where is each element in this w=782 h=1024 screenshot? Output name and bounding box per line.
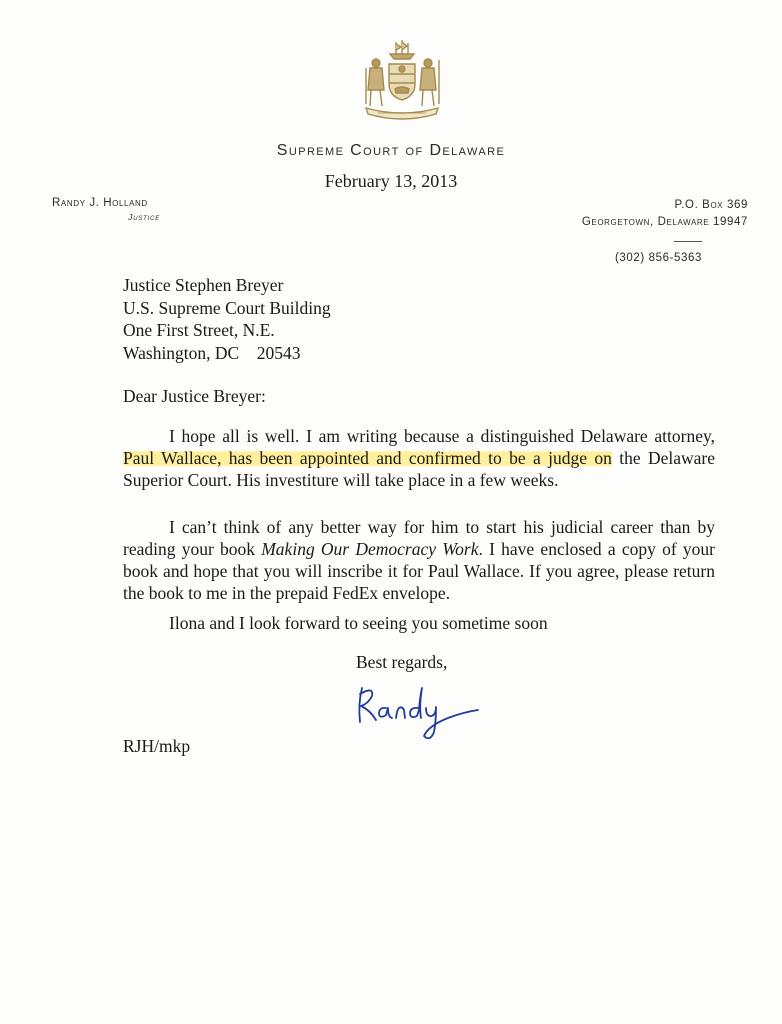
typist-initials: RJH/mkp bbox=[123, 736, 191, 756]
paragraph-1-start: I hope all is well. I am writing because a distinguished Delaware attorney, bbox=[169, 426, 715, 446]
delaware-state-seal-icon bbox=[356, 38, 448, 122]
recipient-street: One First Street, N.E. bbox=[123, 320, 275, 340]
paragraph-3-text: Ilona and I look forward to seeing you sometime soon bbox=[169, 613, 548, 633]
divider bbox=[674, 241, 702, 242]
letter-date: February 13, 2013 bbox=[324, 171, 458, 191]
city-state-zip: Georgetown, Delaware 19947 bbox=[581, 216, 748, 228]
paragraph-3 bbox=[123, 612, 715, 634]
sender-block bbox=[52, 197, 212, 222]
paragraph-1 bbox=[123, 425, 715, 491]
highlighted-text: Paul Wallace, has been appointed and confirmed to be a judge on bbox=[123, 448, 612, 468]
court-name: Supreme Court of Delaware bbox=[276, 142, 506, 159]
paragraph-2-end: . I have enclosed a copy of your book and hope that you will inscribe it for Paul Wallace. If you agree, please return the book to me in the prepaid FedEx envelope. bbox=[123, 539, 715, 603]
recipient-name: Justice Stephen Breyer bbox=[123, 275, 284, 295]
paragraph-2-start: I can’t think of any better way for him to start his judicial career than by reading your book bbox=[123, 517, 715, 559]
recipient-city: Washington, DC 20543 bbox=[123, 342, 301, 363]
paragraph-1-end: the Delaware Superior Court. His investiture will take place in a few weeks. bbox=[123, 448, 715, 490]
phone-number: (302) 856-5363 bbox=[614, 252, 702, 264]
recipient-building: U.S. Supreme Court Building bbox=[123, 297, 331, 318]
book-title: Making Our Democracy Work bbox=[261, 539, 479, 559]
handwritten-signature bbox=[352, 680, 484, 742]
po-box: P.O. Box 369 bbox=[674, 199, 748, 211]
justice-title: Justice bbox=[128, 212, 160, 222]
salutation: Dear Justice Breyer: bbox=[123, 386, 266, 406]
recipient-address bbox=[123, 274, 715, 364]
court-address-block bbox=[488, 197, 748, 267]
justice-name: Randy J. Holland bbox=[52, 197, 148, 209]
paragraph-2 bbox=[123, 516, 715, 604]
closing: Best regards, bbox=[356, 652, 448, 672]
